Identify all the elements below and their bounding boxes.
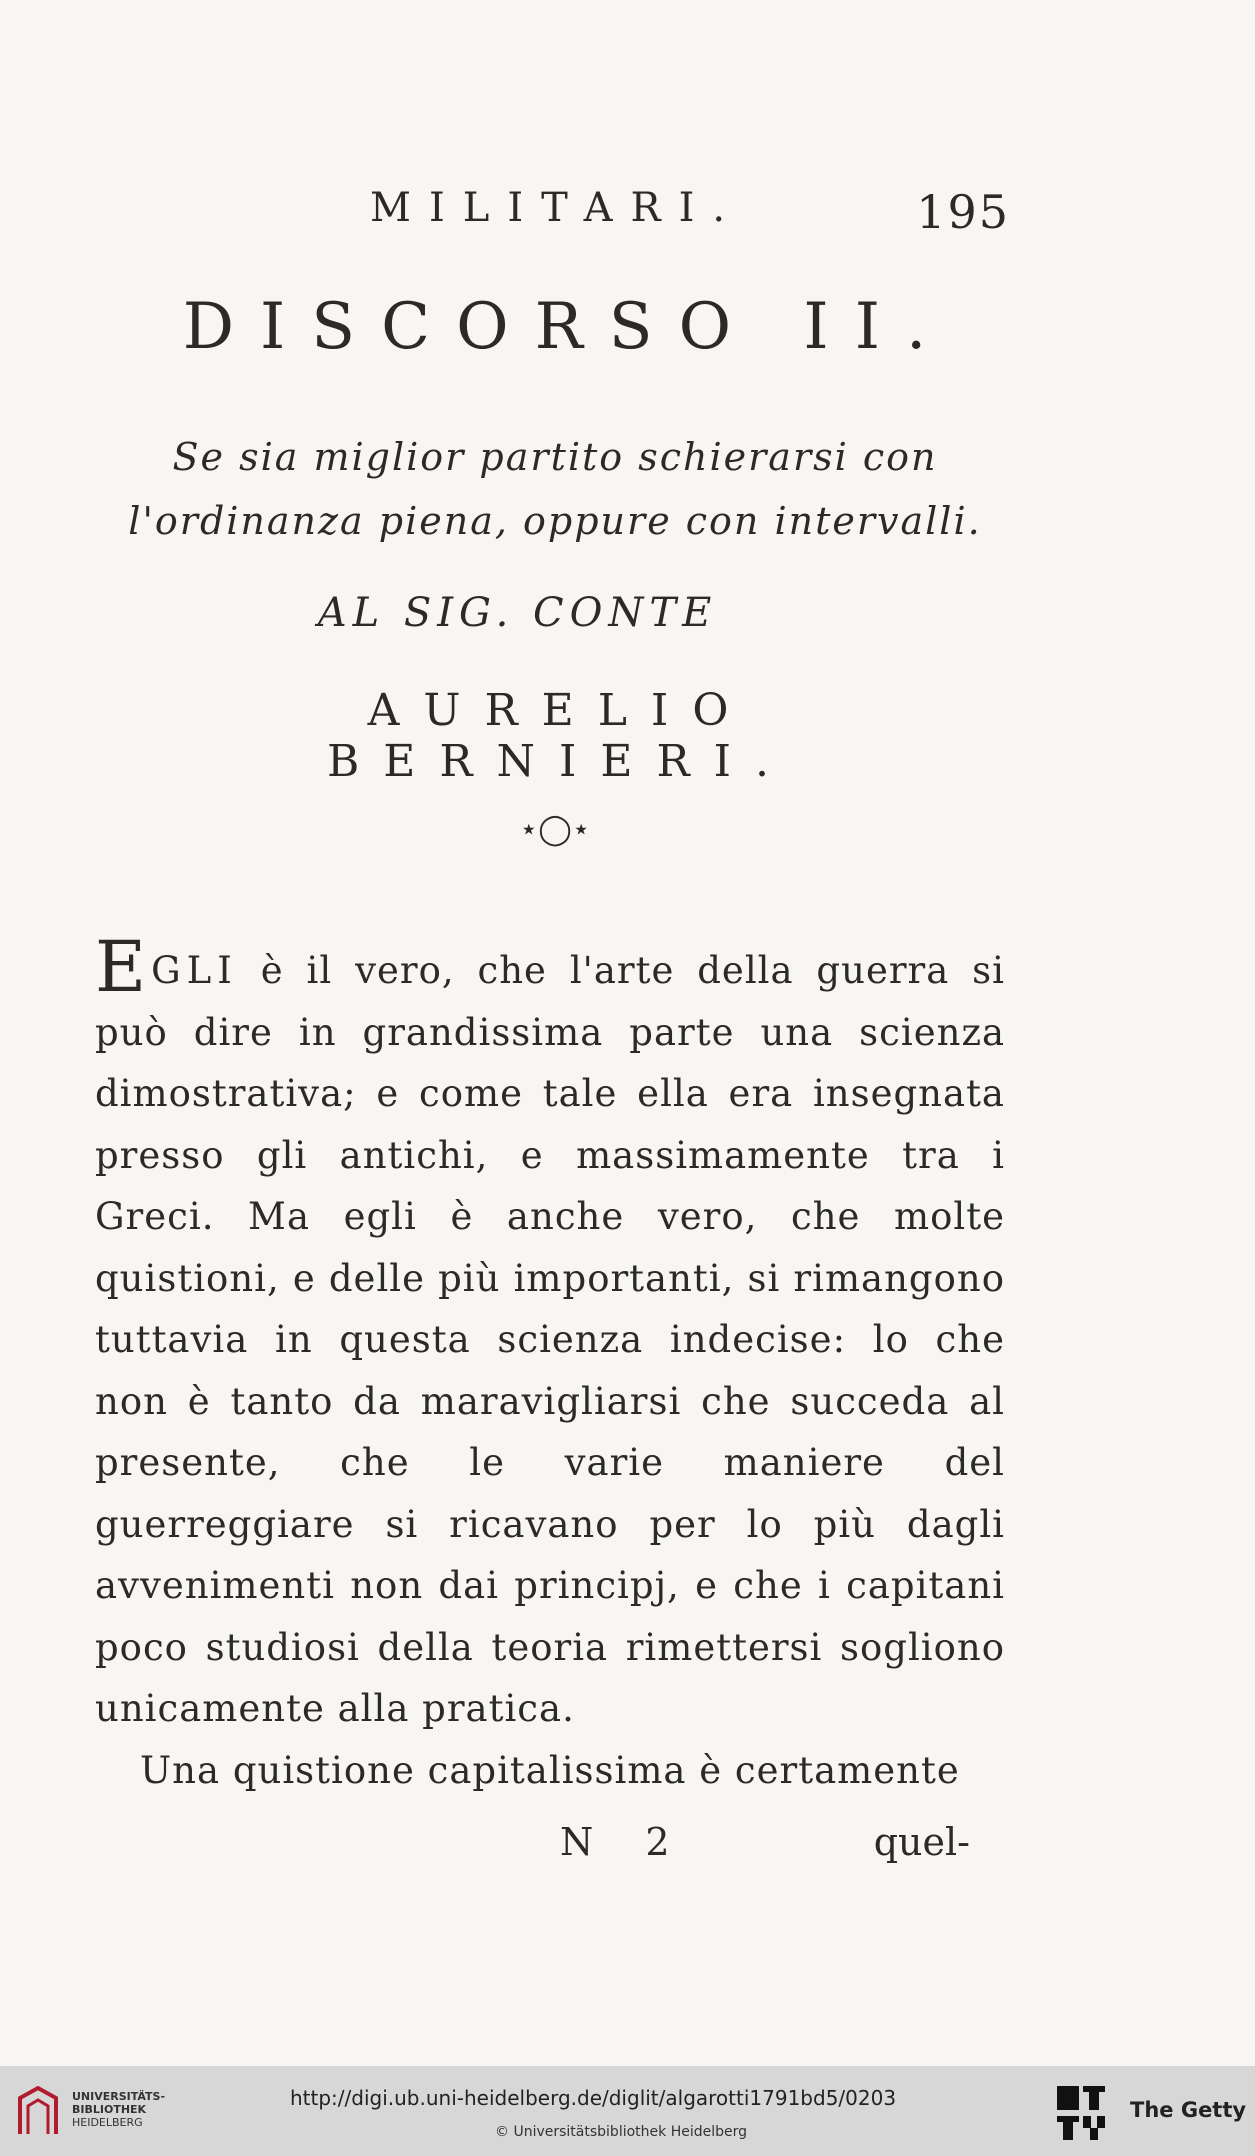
library-logo-icon [14,2084,62,2140]
footer-bar [0,2066,1255,2156]
discourse-subtitle: Se sia miglior partito schierarsi con l'ordinanza piena, oppure con intervalli. [128,435,982,543]
paragraph-1 [95,926,1005,1740]
library-name-line2: BIBLIOTHEK [72,2103,147,2116]
drop-cap: E [95,926,148,1008]
copyright-text: © Universitätsbibliothek Heidelberg [495,2124,748,2140]
library-name [72,2090,165,2129]
getty-name: The Getty [1130,2098,1247,2122]
catchwords [560,1820,1010,1880]
signature-mark: N 2 [560,1820,690,1864]
paragraph-1-text: è il vero, che l'arte della guerra si può dire in grandissima parte una scienza dimostrativa; e come tale ella era insegnata presso gli antichi, e massimamente tra i Greci. Ma egli è anche vero, che molte quistioni, e delle più importanti, si rimangono tuttavia in questa scienza indecise: lo che non è tanto da maravigliarsi che succeda al presente, che le varie maniere del guerreggiare si ricavano per lo più dagli avvenimenti non dai principj, e che i capitani poco studiosi della teoria rimettersi sogliono unicamente alla pratica. [95,949,1005,1730]
paragraph-2: Una quistione capitalissima è certamente [140,1748,960,1792]
running-head-title: MILITARI. [370,185,744,231]
library-name-line3: HEIDELBERG [72,2116,143,2129]
getty-logo-icon [1055,2084,1109,2142]
running-head [370,185,1010,245]
page-number: 195 [916,185,1010,239]
library-name-line1: UNIVERSITÄTS- [72,2090,166,2103]
discourse-title: DISCORSO II. [182,290,953,364]
body-text [95,926,1005,1801]
ornament-icon: ⋆◯⋆ [519,812,591,847]
source-url-link[interactable]: http://digi.ub.uni-heidelberg.de/diglit/algarotti1791bd5/0203 [290,2086,897,2110]
drop-cap-rest: GLI [151,949,238,992]
catchword: quel- [873,1820,970,1864]
addressee-line: AL SIG. CONTE [317,590,718,636]
addressee-name: AURELIO BERNIERI. [326,685,794,787]
